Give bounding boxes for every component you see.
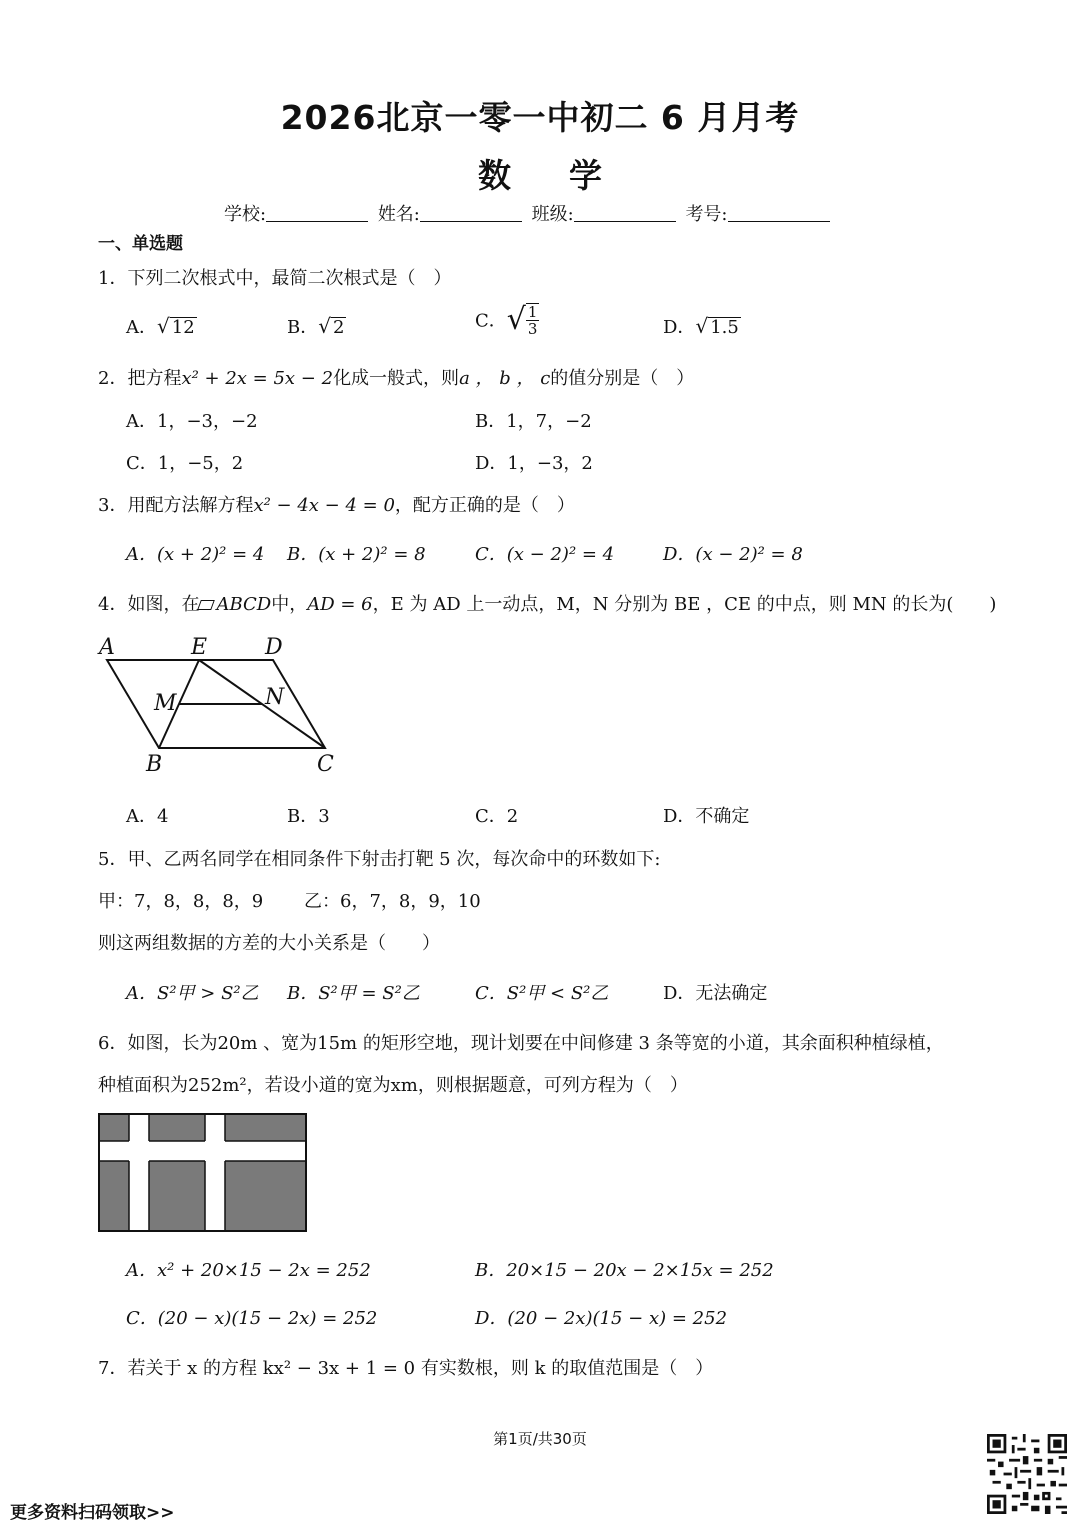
q2-option-d: D．1，−3，2	[475, 453, 593, 474]
vertex-label-b: B	[146, 752, 163, 777]
qr-code-icon[interactable]	[987, 1434, 1067, 1514]
id-blank	[728, 205, 830, 222]
point-label-m: M	[154, 691, 177, 716]
sqrt-icon: √	[157, 314, 170, 338]
stem-text: ，配方正确的是（ ）	[394, 495, 575, 516]
question-6-line-2: 种植面积为252m²，若设小道的宽为xm，则根据题意，可列方程为（ ）	[98, 1075, 688, 1096]
vertex-label-e: E	[191, 635, 208, 660]
class-label: 班级:	[531, 204, 574, 225]
radicand: 2	[332, 317, 345, 338]
equation: x² − 4x − 4 = 0	[253, 495, 395, 516]
subject-title: 数学	[478, 156, 660, 195]
q3-option-d: D．(x − 2)² = 8	[663, 544, 803, 565]
stem-text: 2．把方程	[98, 368, 182, 389]
question-2-stem	[98, 364, 694, 390]
q5-data-yi: 乙：6，7，8，9，10	[304, 891, 481, 912]
name-blank	[420, 205, 522, 222]
question-5-stem: 5．甲、乙两名同学在相同条件下射击打靶 5 次，每次命中的环数如下:	[98, 849, 661, 870]
q4-option-b: B．3	[287, 806, 330, 827]
q4-option-c: C．2	[475, 806, 519, 827]
stem-text: 化成一般式，则	[333, 368, 460, 389]
class-blank	[574, 205, 676, 222]
radicand: 1.5	[710, 317, 739, 338]
fraction	[526, 303, 540, 337]
q1-option-a	[126, 313, 197, 339]
rectangle-paths-diagram	[98, 1113, 308, 1233]
question-6-line-1: 6．如图，长为20m 、宽为15m 的矩形空地，现计划要在中间修建 3 条等宽的小道，其余面积种植绿植，	[98, 1033, 944, 1054]
sqrt-icon: √	[695, 314, 709, 338]
question-4-stem	[98, 590, 996, 616]
option-label: B．	[287, 317, 319, 338]
q5-option-d: D．无法确定	[663, 983, 768, 1004]
q1-option-b	[287, 313, 346, 339]
id-label: 考号:	[685, 204, 728, 225]
school-label: 学校:	[224, 204, 267, 225]
equation: x² + 2x = 5x − 2	[181, 368, 334, 389]
q1-option-c	[475, 302, 539, 337]
stem-text: 3．用配方法解方程	[98, 495, 254, 516]
q5-option-b: B．S²甲 = S²乙	[287, 983, 420, 1004]
student-info-line	[224, 200, 834, 226]
stem-text: 的值分别是（ ）	[550, 368, 695, 389]
q2-option-c: C．1，−5，2	[126, 453, 244, 474]
parallelogram-diagram	[95, 630, 355, 780]
vertex-label-a: A	[99, 635, 115, 660]
q3-option-a: A．(x + 2)² = 4	[126, 544, 265, 565]
shape-name: ABCD	[216, 594, 272, 615]
radicand: 12	[171, 317, 195, 338]
stem-text: ，E 为 AD 上一动点，M，N 分别为 BE ，CE 的中点，则 MN 的长为( )	[372, 594, 997, 615]
q2-option-b: B．1，7，−2	[475, 411, 592, 432]
q3-option-b: B．(x + 2)² = 8	[287, 544, 426, 565]
q2-option-a: A．1，−3，−2	[126, 411, 258, 432]
page-number: 第1页/共30页	[493, 1430, 587, 1448]
q6-option-d: D．(20 − 2x)(15 − x) = 252	[475, 1308, 728, 1329]
fraction-denominator: 3	[527, 319, 538, 338]
sqrt-icon: √	[506, 302, 526, 337]
q4-option-a: A．4	[126, 806, 169, 827]
stem-text: 中，	[271, 594, 308, 615]
more-resources-link[interactable]: 更多资料扫码领取>>	[10, 1503, 175, 1523]
option-label: D．	[663, 317, 696, 338]
equation: AD = 6	[307, 594, 373, 615]
question-3-stem	[98, 491, 575, 517]
q5-option-a: A．S²甲 > S²乙	[126, 983, 259, 1004]
q6-option-a: A．x² + 20×15 − 2x = 252	[126, 1260, 371, 1281]
q5-data-jia: 甲：7，8，8，8，9	[98, 891, 264, 912]
name-label: 姓名:	[377, 204, 420, 225]
q5-ask: 则这两组数据的方差的大小关系是（ ）	[98, 933, 440, 954]
question-1-stem: 1．下列二次根式中，最简二次根式是（ ）	[98, 268, 452, 289]
point-label-n: N	[265, 685, 285, 710]
q6-option-c: C．(20 − x)(15 − 2x) = 252	[126, 1308, 378, 1329]
section-heading: 一、单选题	[98, 234, 183, 254]
q3-option-c: C．(x − 2)² = 4	[475, 544, 615, 565]
question-7-stem: 7．若关于 x 的方程 kx² − 3x + 1 = 0 有实数根，则 k 的取值范围是（ ）	[98, 1358, 714, 1379]
stem-text: 4．如图，在	[98, 594, 200, 615]
sqrt-icon: √	[318, 314, 331, 338]
option-label: C．	[475, 310, 507, 332]
vertex-label-d: D	[265, 635, 283, 660]
parallelogram-icon	[198, 600, 216, 610]
variables: a ， b ， c	[459, 368, 551, 389]
fraction-numerator: 1	[527, 302, 538, 321]
q6-option-b: B．20×15 − 20x − 2×15x = 252	[475, 1260, 774, 1281]
q4-option-d: D．不确定	[663, 806, 750, 827]
q1-option-d	[663, 313, 741, 339]
school-blank	[266, 205, 368, 222]
page-title: 2026北京一零一中初二 6 月月考	[280, 98, 800, 137]
vertex-label-c: C	[317, 752, 334, 777]
option-label: A．	[126, 317, 157, 338]
q5-option-c: C．S²甲 < S²乙	[475, 983, 609, 1004]
